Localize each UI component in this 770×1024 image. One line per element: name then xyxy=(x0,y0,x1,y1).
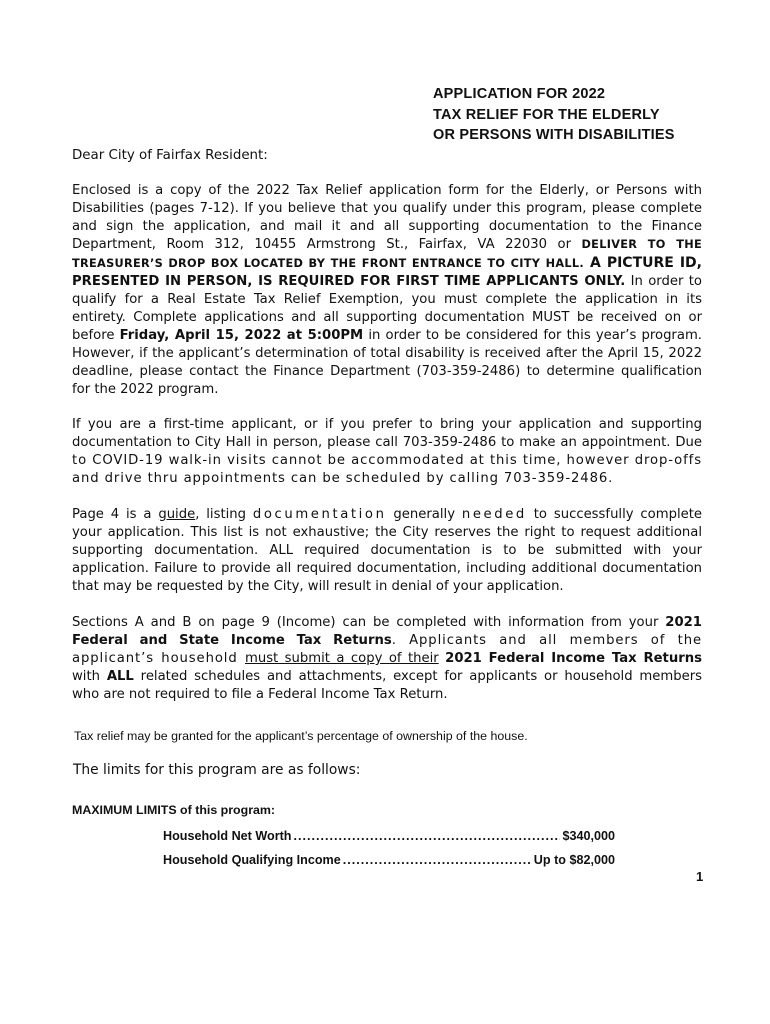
income-text-1: Sections A and B on page 9 (Income) can be completed with information from your xyxy=(72,615,666,630)
picture-id-notice: A PICTURE ID, xyxy=(583,255,702,271)
title-line-3: OR PERSONS WITH DISABILITIES xyxy=(433,127,675,143)
guide-text-documentation: documentation xyxy=(252,507,387,522)
title-line-2: TAX RELIEF FOR THE ELDERLY xyxy=(433,106,660,123)
income-federal-bold: 2021 Federal Income Tax Returns xyxy=(445,651,702,666)
dot-leader xyxy=(343,851,532,869)
intro-text-3: in order to be considered for this year’s program. However, if the applicant’s determination of total disability is received after the April 15, 2022 deadline, please contact the Finance Department (703-359-2486) to determine qualification for the 2022 program. xyxy=(72,328,702,397)
first-time-notice: PRESENTED IN PERSON, IS REQUIRED FOR FIRST TIME APPLICANTS ONLY. xyxy=(72,274,626,289)
guide-text-2: , listing xyxy=(195,507,253,522)
limits-intro: The limits for this program are as follows: xyxy=(73,762,361,778)
title-line-1: APPLICATION FOR 2022 xyxy=(433,86,606,102)
intro-paragraph xyxy=(72,182,702,399)
guide-link-text: guide xyxy=(158,507,196,522)
appointment-text: If you are a first-time applicant, or if you prefer to bring your application and supporting documentation to City Hall in person, please call 703-359-2486 to make an appointment. Due xyxy=(72,417,702,450)
limit-row-income xyxy=(163,851,615,869)
guide-text-4: to successfully complete your application. This list is not exhaustive; the City reserves the right to request additional supporting documentation. ALL required documentation is to be submitted with your application. Failure to provide all required documentation, including additional documentation that may be requested by the City, will result in denial of your application. xyxy=(72,507,703,594)
income-text-2: . Applicants and all members of the applicant’s household xyxy=(72,633,702,666)
page-number: 1 xyxy=(696,869,704,884)
limit-label: Household Qualifying Income xyxy=(163,853,341,867)
intro-text: Enclosed is a copy of the 2022 Tax Relief application form for the Elderly, or Persons with Disabilities (pages 7-12). If you believe that you qualify under this program, please complete and sign the application, and mail it and all supporting documentation to the Finance Department, Room 312, 10455 Armstrong St., Fairfax, VA 22030 or xyxy=(72,183,702,252)
guide-text-3: generally xyxy=(386,507,462,522)
income-returns-bold: 2021 Federal and State Income Tax Returns xyxy=(72,615,702,648)
ownership-note: Tax relief may be granted for the applicant’s percentage of ownership of the house. xyxy=(74,729,528,743)
drop-box-notice: DELIVER TO THE TREASURER’S DROP BOX LOCATED BY THE FRONT ENTRANCE TO CITY HALL. xyxy=(72,238,702,270)
income-submit-underlined: must submit a copy of their xyxy=(244,651,439,666)
limit-value: $340,000 xyxy=(562,829,615,843)
document-title xyxy=(433,84,675,146)
guide-text-needed: needed xyxy=(461,507,527,522)
dot-leader xyxy=(294,827,561,845)
limit-label: Household Net Worth xyxy=(163,829,292,843)
appointment-paragraph xyxy=(72,416,702,488)
income-text-4: related schedules and attachments, except for applicants or household members who are not required to file a Federal Income Tax Return. xyxy=(72,669,703,702)
income-text-3: with xyxy=(72,669,107,684)
limit-value: Up to $82,000 xyxy=(533,853,615,867)
limit-row-net-worth xyxy=(163,827,615,845)
salutation: Dear City of Fairfax Resident: xyxy=(72,148,268,163)
income-all-bold: ALL xyxy=(106,669,134,684)
intro-text-2: In order to qualify for a Real Estate Tax Relief Exemption, you must complete the application in its entirety. Complete applications and all supporting documentation MUST be received on or before xyxy=(72,274,702,343)
deadline: Friday, April 15, 2022 at 5:00PM xyxy=(119,328,364,343)
maximum-limits-heading: MAXIMUM LIMITS of this program: xyxy=(72,803,276,817)
guide-paragraph xyxy=(72,506,702,596)
income-paragraph xyxy=(72,614,702,704)
guide-text-1: Page 4 is a xyxy=(72,507,159,522)
covid-notice: to COVID-19 walk-in visits cannot be accommodated at this time, however drop-offs and drive thru appointments can be scheduled by calling 703-359-2486. xyxy=(72,453,702,486)
